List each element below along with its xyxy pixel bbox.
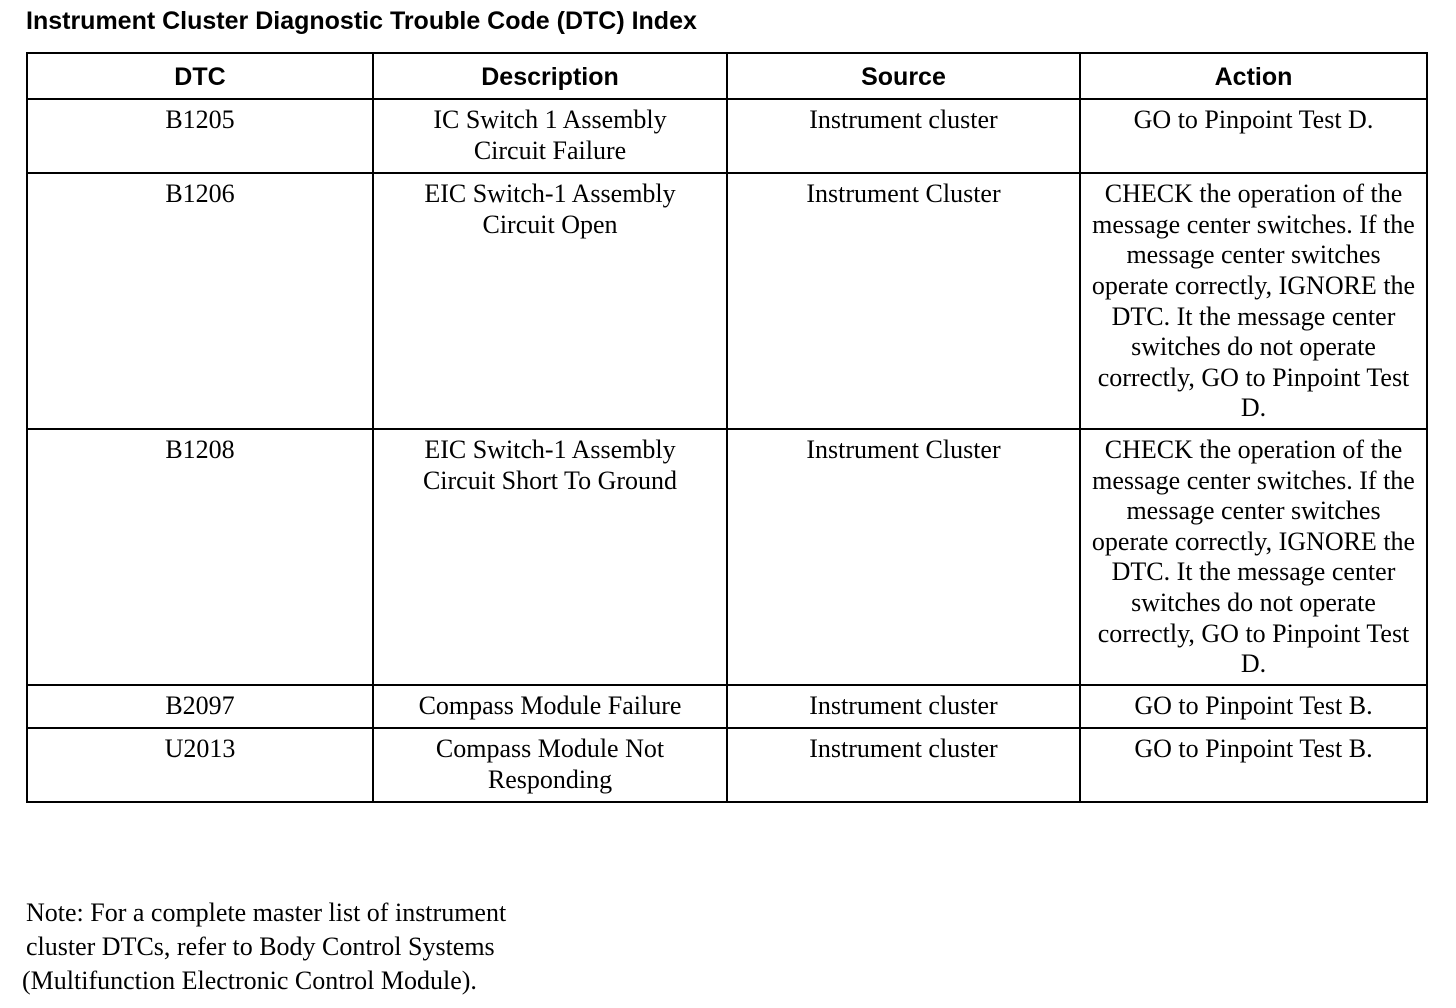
table-row	[27, 429, 1427, 685]
action-cell: CHECK the operation of the message center switches. If the message center switches operate correctly, IGNORE the DTC. It the message center switches do not operate correctly, GO to Pinpoint Test D.	[1080, 429, 1427, 685]
footnote	[22, 896, 507, 998]
action-cell: GO to Pinpoint Test B.	[1080, 685, 1427, 729]
table-row	[27, 728, 1427, 802]
description-cell: EIC Switch-1 Assembly Circuit Short To Ground	[373, 429, 727, 685]
action-cell: GO to Pinpoint Test D.	[1080, 99, 1427, 173]
table-row	[27, 685, 1427, 729]
table-row	[27, 173, 1427, 429]
source-cell: Instrument cluster	[727, 685, 1080, 729]
source-cell: Instrument Cluster	[727, 429, 1080, 685]
description-cell: EIC Switch-1 Assembly Circuit Open	[373, 173, 727, 429]
column-header-action: Action	[1080, 53, 1427, 99]
page-title: Instrument Cluster Diagnostic Trouble Code (DTC) Index	[26, 7, 697, 35]
dtc-index-table	[26, 52, 1428, 803]
footnote-line-3: (Multifunction Electronic Control Module).	[22, 966, 477, 995]
description-cell: Compass Module Failure	[373, 685, 727, 729]
description-cell: Compass Module Not Responding	[373, 728, 727, 802]
dtc-cell: U2013	[27, 728, 373, 802]
source-cell: Instrument Cluster	[727, 173, 1080, 429]
action-cell: CHECK the operation of the message center switches. If the message center switches operate correctly, IGNORE the DTC. It the message center switches do not operate correctly, GO to Pinpoint Test D.	[1080, 173, 1427, 429]
table-header-row	[27, 53, 1427, 99]
dtc-cell: B2097	[27, 685, 373, 729]
action-cell: GO to Pinpoint Test B.	[1080, 728, 1427, 802]
column-header-source: Source	[727, 53, 1080, 99]
dtc-cell: B1208	[27, 429, 373, 685]
source-cell: Instrument cluster	[727, 99, 1080, 173]
column-header-dtc: DTC	[27, 53, 373, 99]
footnote-line-2: cluster DTCs, refer to Body Control Systems	[26, 932, 495, 961]
source-cell: Instrument cluster	[727, 728, 1080, 802]
description-cell: IC Switch 1 Assembly Circuit Failure	[373, 99, 727, 173]
column-header-description: Description	[373, 53, 727, 99]
dtc-cell: B1206	[27, 173, 373, 429]
table-row	[27, 99, 1427, 173]
dtc-cell: B1205	[27, 99, 373, 173]
footnote-line-1: Note: For a complete master list of instrument	[26, 898, 507, 927]
